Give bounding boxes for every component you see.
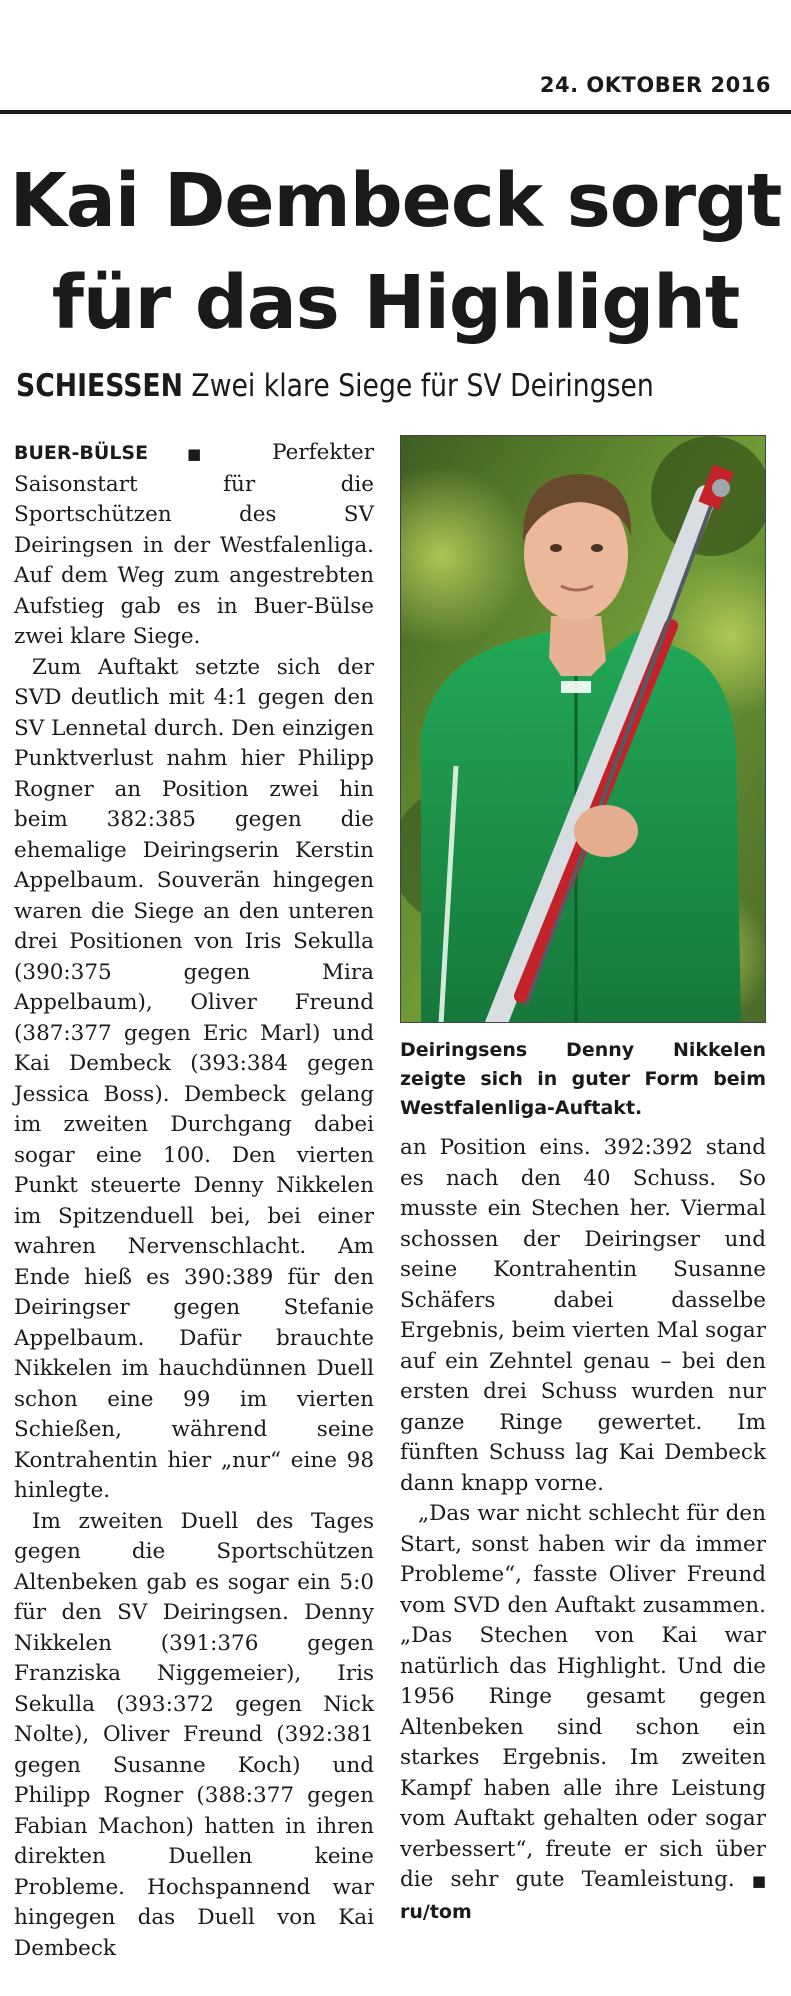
author-initials: ru/tom — [400, 1900, 472, 1923]
article-column-1 — [14, 438, 374, 1964]
dateline: BUER-BÜLSE — [14, 442, 149, 464]
lead-text: Perfekter Saisonstart für die Sportschützen des SV Deiringsen in der Westfalenliga. Auf dem Weg zum angestrebten Aufstieg gab es in Buer-Bülse zwei klare Siege. — [14, 440, 374, 649]
headline-line-1: Kai Dembeck sorgt — [9, 158, 782, 244]
article-column-2 — [400, 1133, 766, 1927]
portrait-image — [401, 436, 766, 1023]
photo-caption: Deiringsens Denny Nikkelen zeigte sich in guter Form beim Westfalenliga-Auftakt. — [400, 1039, 766, 1119]
paragraph-4-text: „Das war nicht schlecht für den Start, sonst haben wir da immer Probleme“, fasste Oliver Freund vom SVD den Auftakt zusammen. „Das Stechen von Kai war natürlich das Highlight. Und die 1956 Ringe gesamt gegen Altenbeken sind schon ein starkes Ergebnis. Im zweiten Kampf haben alle ihre Leistung vom Auftakt gehalten oder sogar verbessert“, freute er sich über die sehr gute Teamleistung. — [400, 1501, 766, 1892]
paragraph-2: Zum Auftakt setzte sich der SVD deutlich mit 4:1 gegen den SV Lennetal durch. Den einzigen Punktverlust nahm hier Philipp Rogner an Position zwei hin beim 382:385 gegen die ehemalige Deiringserin Kerstin Appelbaum. Souverän hingegen waren die Siege an den unteren drei Positionen von Iris Sekulla (390:375 gegen Mira Appelbaum), Oliver Freund (387:377 gegen Eric Marl) und Kai Dembeck (393:384 gegen Jessica Boss). Dembeck gelang im zweiten Durchgang dabei sogar eine 100. Den vierten Punkt steuerte Denny Nikkelen im Spitzenduell bei, bei einer wahren Nervenschlacht. Am Ende hieß es 390:389 für den Deiringser gegen Stefanie Appelbaum. Dafür brauchte Nikkelen im hauchdünnen Duell schon eine 99 im vierten Schießen, während seine Kontrahentin hier „nur“ eine 98 hinlegte. — [14, 654, 374, 1503]
paragraph-4 — [400, 1499, 766, 1927]
dateline-square-icon: ■ — [187, 445, 234, 463]
headline — [0, 150, 791, 354]
hand — [574, 805, 638, 857]
end-square-icon: ■ — [751, 1872, 766, 1890]
header-rule — [0, 110, 791, 114]
headline-line-2: für das Highlight — [51, 260, 740, 346]
lead-paragraph — [14, 438, 374, 653]
subheadline — [16, 368, 654, 404]
issue-date: 24. OKTOBER 2016 — [539, 73, 771, 97]
paragraph-3-continued: an Position eins. 392:392 stand es nach den 40 Schuss. So musste ein Stechen her. Viermal schossen der Deiringser und seine Kontrahentin Susanne Schäfers dabei dasselbe Ergebnis, beim vierten Mal sogar auf ein Zehntel genau – bei den ersten drei Schuss wurden nur ganze Ringe gewertet. Im fünften Schuss lag Kai Dembeck dann knapp vorne. — [400, 1135, 766, 1496]
article-photo — [400, 435, 766, 1023]
kicker: SCHIESSEN — [16, 368, 183, 404]
subtitle: Zwei klare Siege für SV Deiringsen — [191, 368, 654, 404]
paragraph-3: Im zweiten Duell des Tages gegen die Sportschützen Altenbeken gab es sogar ein 5:0 für den SV Deiringsen. Denny Nikkelen (391:376 gegen Franziska Niggemeier), Iris Sekulla (393:372 gegen Nick Nolte), Oliver Freund (392:381 gegen Susanne Koch) und Philipp Rogner (388:377 gegen Fabian Machon) hatten in ihren direkten Duellen keine Probleme. Hochspannend war hingegen das Duell von Kai Dembeck — [14, 1508, 374, 1961]
